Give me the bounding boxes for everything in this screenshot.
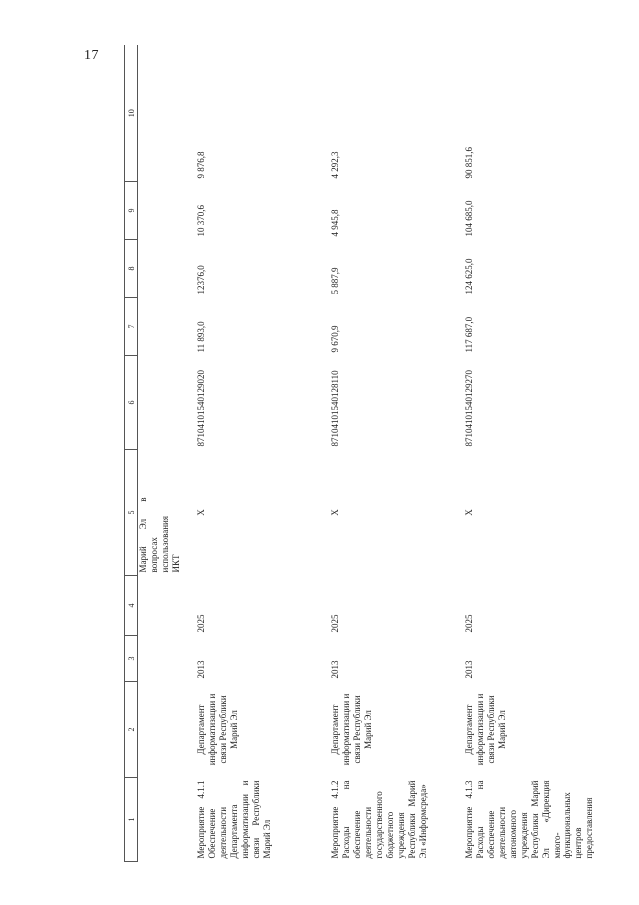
column-number: 7 (125, 298, 138, 356)
amount-cell: 9 876,8 (195, 151, 206, 179)
start-year: 2013 (195, 660, 206, 679)
activity-name: Мероприятие 4.1.1 Обеспечение деятельности Департамента информатизации и связи Республики Марий Эл (195, 780, 272, 859)
amount-cell: 10 370,6 (195, 205, 206, 237)
amount-cell: 124 625,0 (463, 258, 474, 295)
executor: Департамент информатизации и связи Республики Марий Эл (329, 693, 373, 766)
activity-name: Мероприятие 4.1.2 Расходы на обеспечение деятельности государственного бюджетного учреждения Республики Марий Эл «Информсреда» (329, 780, 428, 859)
amount-cell: 4 292,3 (329, 151, 340, 179)
column-number: 3 (125, 636, 138, 682)
column-number: 6 (125, 356, 138, 450)
amount-cell: 4 945,8 (329, 209, 340, 237)
continued-row (137, 46, 196, 862)
column-number: 2 (125, 682, 138, 778)
budget-table-rotated (124, 46, 624, 862)
start-year: 2013 (463, 660, 474, 679)
end-year: 2025 (463, 614, 474, 633)
table-row (464, 46, 598, 862)
result-cell: X (195, 509, 206, 516)
column-number: 4 (125, 576, 138, 636)
column-number: 9 (125, 182, 138, 240)
table-row (330, 46, 464, 862)
table-row (196, 46, 330, 862)
column-number: 5 (125, 450, 138, 576)
result-cell: X (329, 509, 340, 516)
end-year: 2025 (195, 614, 206, 633)
result-cell: X (463, 509, 474, 516)
budget-table (124, 46, 598, 863)
amount-cell: 9 670,9 (329, 325, 340, 353)
activity-name: Мероприятие 4.1.3 Расходы на обеспечение деятельности автономного учреждения Республики Марий Эл «Дирекция много-функциональных центров предоставления (463, 780, 595, 859)
column-number: 8 (125, 240, 138, 298)
budget-code: 87104101540129270 (463, 370, 474, 447)
budget-code: 87104101540129020 (195, 370, 206, 447)
amount-cell: 5 887,9 (329, 267, 340, 295)
column-number-row (125, 46, 138, 862)
budget-code: 87104101540128110 (329, 370, 340, 447)
end-year: 2025 (329, 614, 340, 633)
start-year: 2013 (329, 660, 340, 679)
executor: Департамент информатизации и связи Республики Марий Эл (195, 693, 239, 766)
continued-cell-text: Марий Эл в вопросах использования ИКТ (137, 497, 181, 573)
column-number: 10 (125, 46, 138, 182)
amount-cell: 11 893,0 (195, 321, 206, 353)
amount-cell: 104 685,0 (463, 200, 474, 237)
page-number: 17 (84, 48, 99, 63)
column-number: 1 (125, 778, 138, 862)
amount-cell: 12376,0 (195, 265, 206, 295)
amount-cell: 117 687,0 (463, 316, 474, 353)
amount-cell: 90 851,6 (463, 147, 474, 179)
executor: Департамент информатизации и связи Республики Марий Эл (463, 693, 507, 766)
